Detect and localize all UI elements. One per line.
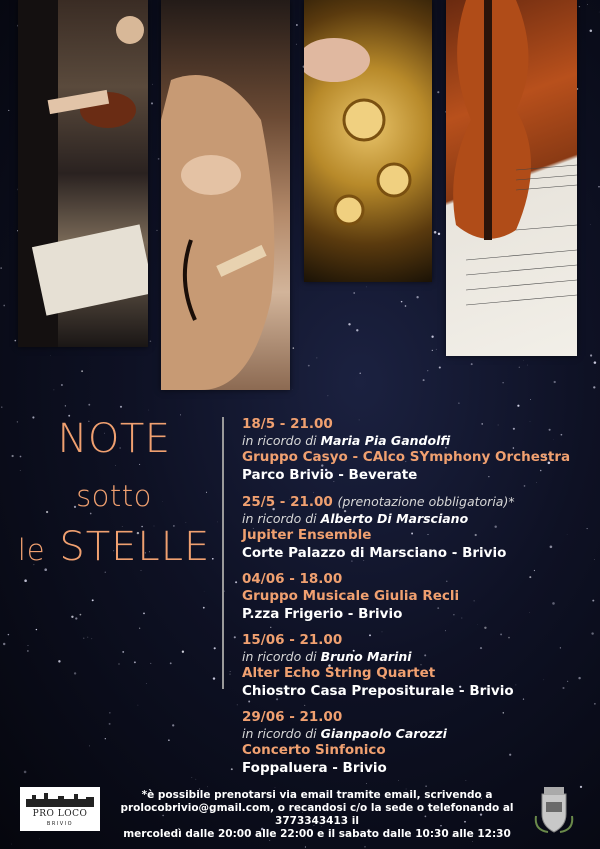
- poster-title: [14, 412, 214, 574]
- booking-info: [112, 789, 522, 841]
- event-performer: Gruppo Musicale Giulia Recli: [242, 588, 460, 604]
- title-word-sotto: sotto: [76, 479, 152, 513]
- logo-town: BRIVIO: [46, 821, 74, 827]
- event-venue: Parco Brivio - Beverate: [242, 467, 418, 483]
- booking-line: *è possibile prenotarsi via email tramite email, scrivendo a: [141, 789, 493, 801]
- event-performer: Alter Echo String Quartet: [242, 665, 436, 681]
- event-date: 18/5 - 21.00: [242, 416, 333, 432]
- event-memorial: in ricordo di Gianpaolo Carozzi: [242, 726, 447, 741]
- skyline-icon: [26, 791, 94, 807]
- town-crest-icon: [534, 786, 574, 834]
- event-item: [242, 493, 592, 562]
- event-venue: P.zza Frigerio - Brivio: [242, 606, 403, 622]
- cello-photo: [161, 0, 290, 390]
- event-venue: Chiostro Casa Prepositurale - Brivio: [242, 683, 514, 699]
- event-memorial: in ricordo di Alberto Di Marsciano: [242, 511, 469, 526]
- event-performer: Concerto Sinfonico: [242, 742, 386, 758]
- event-performer: Jupiter Ensemble: [242, 527, 372, 543]
- vertical-divider: [222, 417, 224, 689]
- orchestra-photo: [18, 0, 148, 347]
- event-booking-note: (prenotazione obbligatoria)*: [337, 494, 515, 509]
- event-list: [242, 416, 592, 786]
- event-date: 29/06 - 21.00: [242, 709, 343, 725]
- title-word-le: le: [17, 533, 46, 567]
- event-date: 04/06 - 18.00: [242, 571, 343, 587]
- event-item: [242, 571, 592, 623]
- saxophone-photo: [304, 0, 432, 282]
- event-date: 25/5 - 21.00: [242, 494, 333, 510]
- booking-line: prolocobrivio@gmail.com, o recandosi c/o la sede o telefonando al 3773343413 il: [120, 802, 514, 827]
- event-venue: Foppaluera - Brivio: [242, 760, 387, 776]
- violin-sheet-music-photo: [446, 0, 577, 356]
- logo-name: PRO LOCO: [32, 809, 88, 819]
- event-venue: Corte Palazzo di Marsciano - Brivio: [242, 545, 507, 561]
- title-word-note: NOTE: [57, 416, 171, 462]
- pro-loco-logo: [20, 787, 100, 831]
- event-memorial: in ricordo di Maria Pia Gandolfi: [242, 433, 451, 448]
- title-word-stelle: STELLE: [59, 524, 211, 570]
- event-memorial: in ricordo di Bruno Marini: [242, 649, 412, 664]
- event-item: [242, 709, 592, 777]
- event-item: [242, 632, 592, 700]
- event-item: [242, 416, 592, 484]
- booking-line: mercoledì dalle 20:00 alle 22:00 e il sabato dalle 10:30 alle 12:30: [123, 828, 511, 840]
- event-date: 15/06 - 21.00: [242, 632, 343, 648]
- event-performer: Gruppo Casyo - CAlco SYmphony Orchestra: [242, 449, 571, 465]
